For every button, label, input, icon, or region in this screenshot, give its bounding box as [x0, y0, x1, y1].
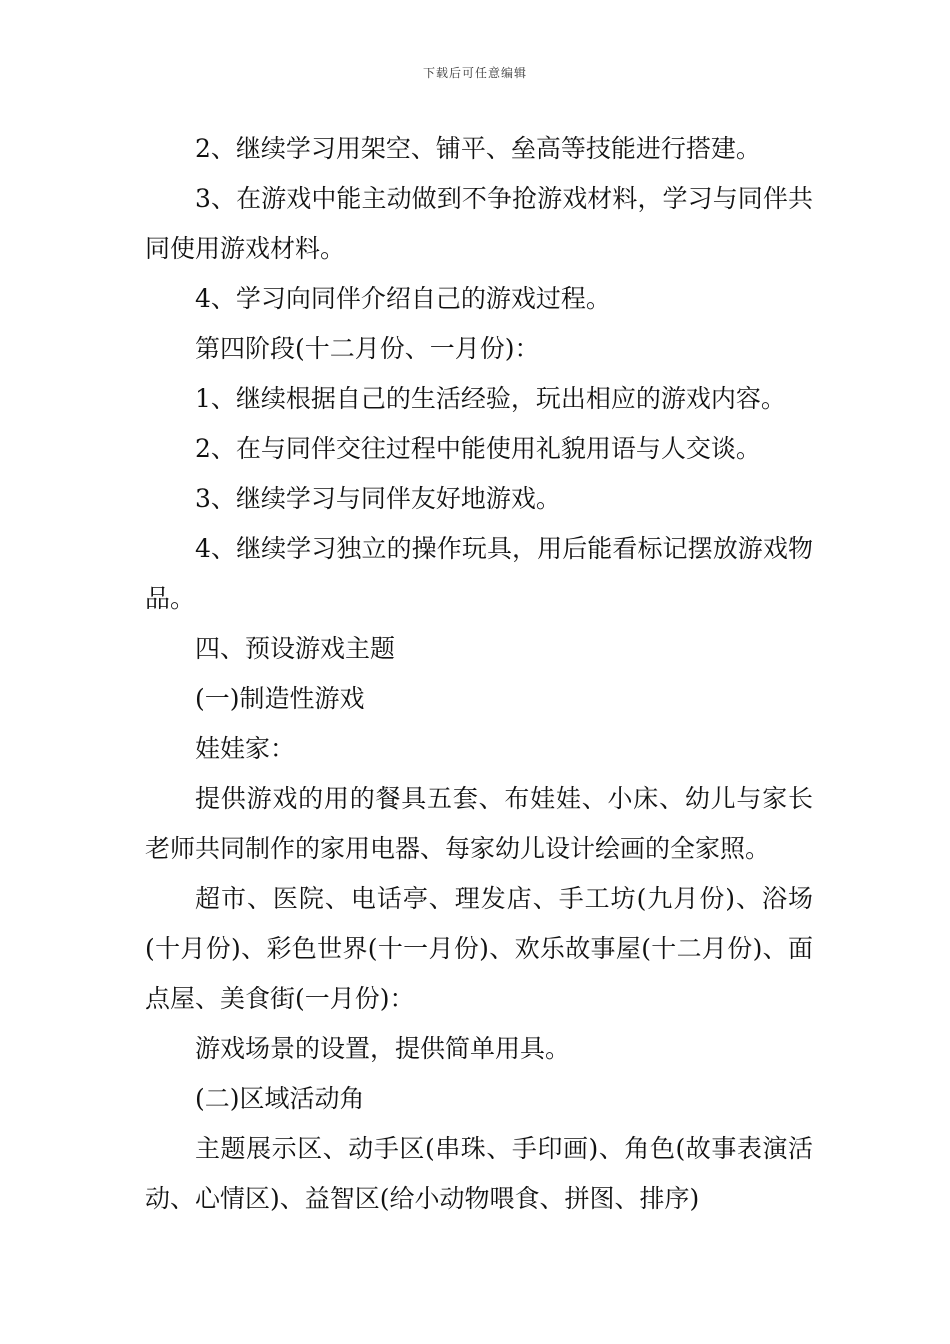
subsection-heading-creative-games: (一)制造性游戏 [195, 684, 365, 713]
paragraph-stage4-item2: 2、在与同伴交往过程中能使用礼貌用语与人交谈。 [195, 434, 761, 463]
header-note: 下载后可任意编辑 [422, 66, 527, 80]
paragraph-role-play-venues: 超市、医院、电话亭、理发店、手工坊(九月份)、浴场(十月份)、彩色世界(十一月份)、欢乐故事屋(十二月份)、面点屋、美食街(一月份)： [145, 884, 813, 1013]
subsection-heading-activity-corners: (二)区域活动角 [195, 1084, 365, 1113]
paragraph-stage3-item4: 4、学习向同伴介绍自己的游戏过程。 [195, 284, 611, 313]
section-heading-game-themes: 四、预设游戏主题 [195, 634, 396, 663]
document-body [145, 124, 813, 1224]
paragraph-scene-setup: 游戏场景的设置，提供简单用具。 [195, 1034, 571, 1063]
paragraph-stage4-item1: 1、继续根据自己的生活经验，玩出相应的游戏内容。 [195, 384, 786, 413]
paragraph-stage3-item3: 3、在游戏中能主动做到不争抢游戏材料，学习与同伴共同使用游戏材料。 [145, 184, 813, 263]
paragraph-activity-areas: 主题展示区、动手区(串珠、手印画)、角色(故事表演活动、心情区)、益智区(给小动物喂食、拼图、排序) [145, 1134, 813, 1213]
paragraph-doll-house-label: 娃娃家： [195, 734, 296, 763]
paragraph-doll-house-materials: 提供游戏的用的餐具五套、布娃娃、小床、幼儿与家长老师共同制作的家用电器、每家幼儿设计绘画的全家照。 [145, 784, 813, 863]
paragraph-stage4-item3: 3、继续学习与同伴友好地游戏。 [195, 484, 561, 513]
paragraph-stage3-item2: 2、继续学习用架空、铺平、垒高等技能进行搭建。 [195, 134, 761, 163]
paragraph-stage4-item4: 4、继续学习独立的操作玩具，用后能看标记摆放游戏物品。 [145, 534, 813, 613]
paragraph-stage4-heading: 第四阶段(十二月份、一月份)： [195, 334, 540, 363]
